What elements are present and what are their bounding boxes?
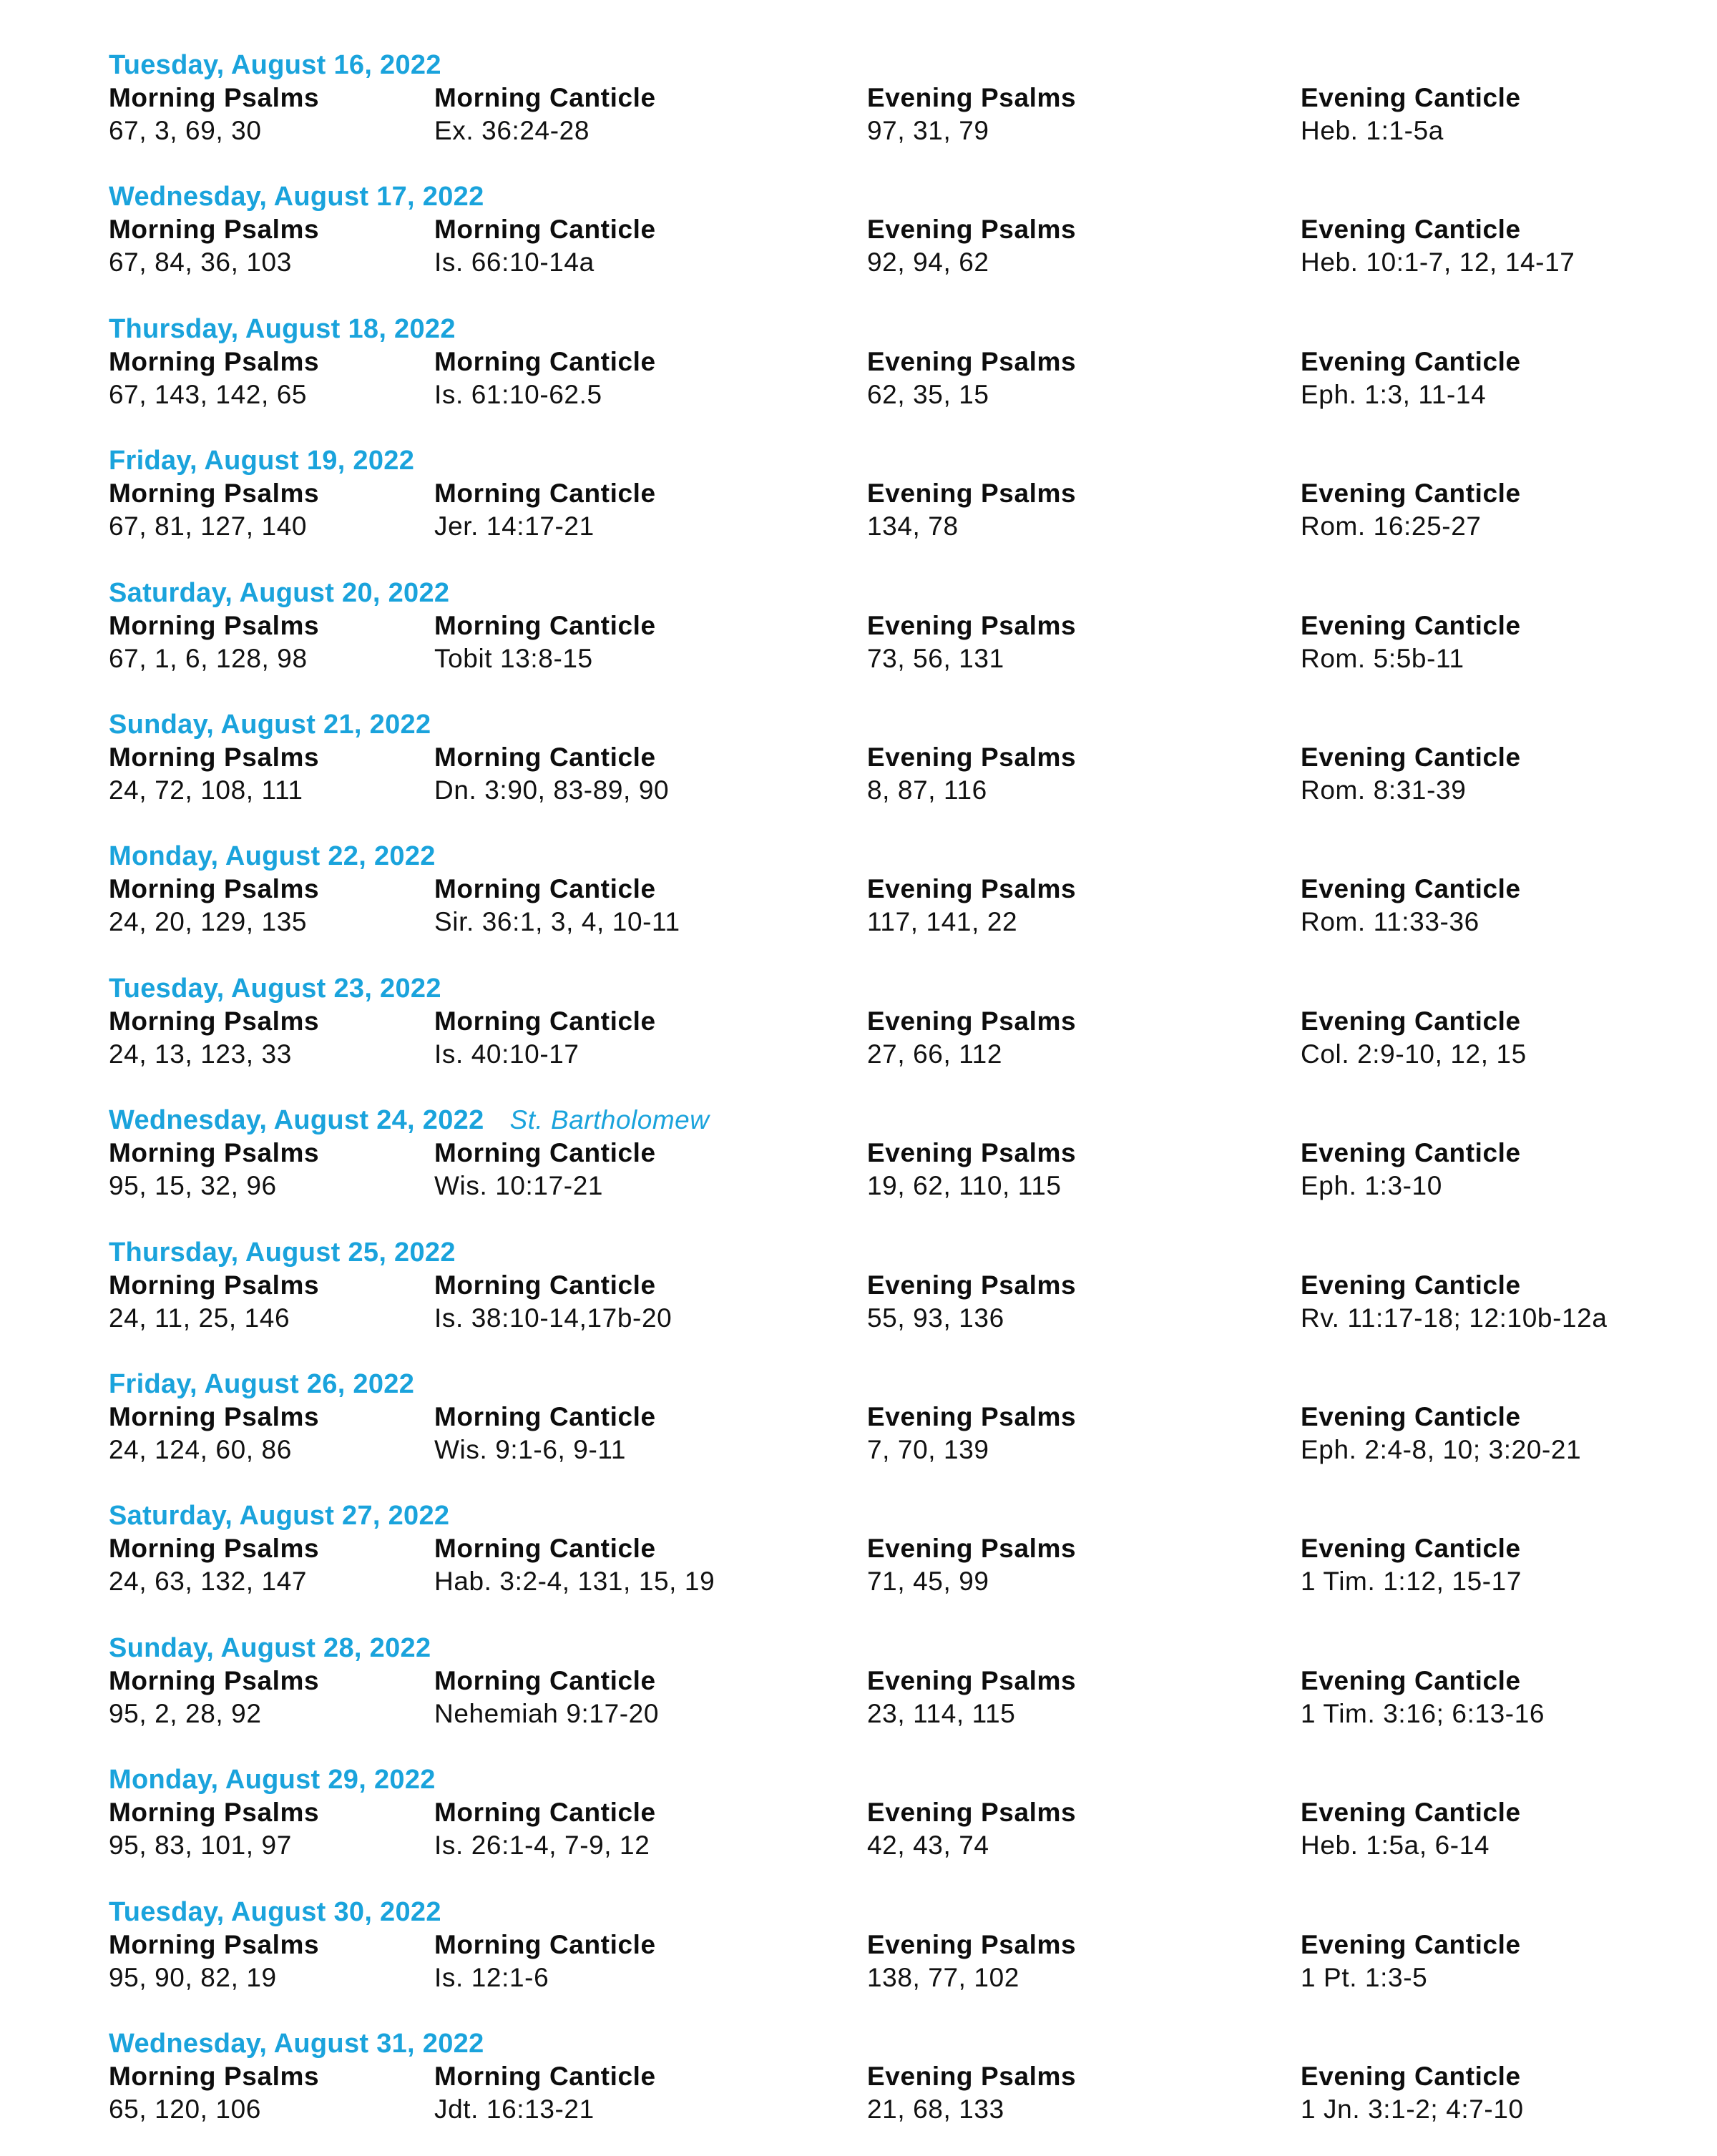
evening-canticle-value: Eph. 1:3-10 [1301,1171,1442,1200]
evening-canticle-value: Rom. 16:25-27 [1301,511,1482,541]
evening-canticle-value: 1 Pt. 1:3-5 [1301,1963,1428,1992]
evening-psalms-label: Evening Psalms [867,1270,1077,1300]
evening-psalms-label: Evening Psalms [867,215,1077,244]
day-entry [0,444,1717,573]
morning-canticle-label: Morning Canticle [434,215,656,244]
evening-canticle-cell [1301,477,1701,546]
evening-canticle-label: Evening Canticle [1301,83,1521,112]
day-date: Sunday, August 21, 2022 [109,710,431,740]
morning-psalms-cell [109,213,424,282]
day-date-heading [109,1632,431,1665]
evening-psalms-value: 8, 87, 116 [867,775,987,805]
morning-psalms-value: 24, 63, 132, 147 [109,1567,308,1596]
evening-psalms-value: 42, 43, 74 [867,1831,989,1860]
evening-canticle-value: Col. 2:9-10, 12, 15 [1301,1039,1527,1069]
morning-canticle-value: Is. 26:1-4, 7-9, 12 [434,1831,650,1860]
evening-psalms-label: Evening Psalms [867,1006,1077,1036]
evening-canticle-label: Evening Canticle [1301,1534,1521,1563]
evening-psalms-cell [867,1005,1296,1074]
evening-psalms-value: 62, 35, 15 [867,380,989,409]
morning-canticle-value: Is. 38:10-14,17b-20 [434,1303,672,1333]
evening-canticle-cell [1301,1665,1701,1733]
day-entry [0,1763,1717,1892]
morning-psalms-cell [109,1929,424,1997]
evening-canticle-value: Rom. 5:5b-11 [1301,644,1464,673]
evening-canticle-label: Evening Canticle [1301,215,1521,244]
evening-psalms-cell [867,1665,1296,1733]
morning-psalms-value: 95, 2, 28, 92 [109,1699,262,1728]
morning-psalms-label: Morning Psalms [109,874,320,903]
evening-psalms-cell [867,1401,1296,1469]
evening-canticle-value: Rv. 11:17-18; 12:10b-12a [1301,1303,1608,1333]
evening-canticle-value: Rom. 11:33-36 [1301,907,1479,936]
evening-psalms-label: Evening Psalms [867,2062,1077,2091]
evening-canticle-value: 1 Tim. 3:16; 6:13-16 [1301,1699,1545,1728]
morning-canticle-label: Morning Canticle [434,1006,656,1036]
morning-canticle-cell [434,873,864,941]
evening-psalms-label: Evening Psalms [867,347,1077,376]
evening-canticle-label: Evening Canticle [1301,874,1521,903]
morning-canticle-cell [434,1401,864,1469]
day-date-heading [109,1236,456,1269]
evening-psalms-cell [867,1796,1296,1865]
evening-canticle-value: 1 Tim. 1:12, 15-17 [1301,1567,1522,1596]
evening-psalms-label: Evening Psalms [867,1402,1077,1431]
morning-canticle-value: Dn. 3:90, 83-89, 90 [434,775,670,805]
evening-canticle-label: Evening Canticle [1301,1138,1521,1167]
morning-canticle-label: Morning Canticle [434,611,656,640]
day-date-heading [109,2027,484,2060]
evening-psalms-value: 117, 141, 22 [867,907,1018,936]
evening-canticle-label: Evening Canticle [1301,1930,1521,1959]
morning-psalms-label: Morning Psalms [109,1006,320,1036]
morning-psalms-label: Morning Psalms [109,347,320,376]
morning-canticle-value: Wis. 9:1-6, 9-11 [434,1435,627,1464]
morning-canticle-label: Morning Canticle [434,1798,656,1827]
evening-canticle-label: Evening Canticle [1301,2062,1521,2091]
morning-psalms-cell [109,1269,424,1338]
day-date-heading [109,577,449,609]
evening-psalms-label: Evening Psalms [867,479,1077,508]
morning-canticle-label: Morning Canticle [434,1138,656,1167]
day-date: Thursday, August 18, 2022 [109,314,456,344]
day-entry [0,180,1717,309]
morning-canticle-label: Morning Canticle [434,1534,656,1563]
morning-canticle-cell [434,1796,864,1865]
evening-canticle-cell [1301,1269,1701,1338]
morning-psalms-label: Morning Psalms [109,2062,320,2091]
evening-canticle-label: Evening Canticle [1301,347,1521,376]
morning-psalms-cell [109,82,424,150]
morning-canticle-value: Is. 66:10-14a [434,248,595,277]
morning-psalms-label: Morning Psalms [109,1666,320,1695]
evening-psalms-value: 23, 114, 115 [867,1699,1016,1728]
evening-psalms-label: Evening Psalms [867,743,1077,772]
morning-canticle-cell [434,1005,864,1074]
day-date: Tuesday, August 23, 2022 [109,974,441,1004]
evening-canticle-cell [1301,2060,1701,2129]
day-date-heading [109,1368,414,1401]
morning-psalms-label: Morning Psalms [109,611,320,640]
morning-psalms-value: 95, 83, 101, 97 [109,1831,292,1860]
morning-psalms-cell [109,2060,424,2129]
evening-canticle-value: Heb. 1:5a, 6-14 [1301,1831,1490,1860]
morning-canticle-cell [434,2060,864,2129]
morning-canticle-label: Morning Canticle [434,743,656,772]
morning-canticle-label: Morning Canticle [434,479,656,508]
day-entry [0,972,1717,1101]
evening-canticle-value: Heb. 1:1-5a [1301,116,1444,145]
evening-canticle-cell [1301,609,1701,678]
evening-psalms-value: 19, 62, 110, 115 [867,1171,1062,1200]
morning-canticle-value: Jdt. 16:13-21 [434,2094,595,2124]
evening-canticle-value: Eph. 2:4-8, 10; 3:20-21 [1301,1435,1582,1464]
morning-psalms-value: 67, 3, 69, 30 [109,116,262,145]
morning-psalms-value: 67, 81, 127, 140 [109,511,308,541]
evening-canticle-value: 1 Jn. 3:1-2; 4:7-10 [1301,2094,1524,2124]
morning-psalms-cell [109,1665,424,1733]
day-entry [0,2027,1717,2156]
evening-psalms-value: 71, 45, 99 [867,1567,989,1596]
evening-psalms-cell [867,346,1296,414]
day-date: Wednesday, August 24, 2022 [109,1105,484,1135]
morning-psalms-label: Morning Psalms [109,743,320,772]
evening-psalms-cell [867,1929,1296,1997]
evening-psalms-label: Evening Psalms [867,1138,1077,1167]
day-date-heading [109,1499,449,1532]
morning-psalms-cell [109,741,424,810]
day-date: Thursday, August 25, 2022 [109,1238,456,1268]
morning-psalms-cell [109,477,424,546]
morning-canticle-label: Morning Canticle [434,1666,656,1695]
morning-psalms-label: Morning Psalms [109,479,320,508]
evening-canticle-cell [1301,213,1701,282]
day-date-heading [109,444,414,477]
day-entry [0,1368,1717,1496]
day-date: Saturday, August 27, 2022 [109,1501,450,1531]
evening-psalms-label: Evening Psalms [867,874,1077,903]
morning-canticle-cell [434,1137,864,1205]
evening-canticle-label: Evening Canticle [1301,1006,1521,1036]
evening-psalms-value: 138, 77, 102 [867,1963,1019,1992]
morning-psalms-cell [109,609,424,678]
evening-psalms-label: Evening Psalms [867,1534,1077,1563]
evening-psalms-cell [867,1269,1296,1338]
day-date-heading [109,1104,709,1137]
day-entry [0,313,1717,441]
morning-canticle-value: Hab. 3:2-4, 131, 15, 19 [434,1567,715,1596]
morning-psalms-label: Morning Psalms [109,1138,320,1167]
day-date: Monday, August 22, 2022 [109,841,436,871]
evening-canticle-cell [1301,1137,1701,1205]
morning-canticle-value: Wis. 10:17-21 [434,1171,604,1200]
morning-canticle-value: Sir. 36:1, 3, 4, 10-11 [434,907,680,936]
morning-psalms-value: 95, 90, 82, 19 [109,1963,277,1992]
day-entry [0,1632,1717,1760]
evening-canticle-value: Heb. 10:1-7, 12, 14-17 [1301,248,1575,277]
morning-canticle-value: Jer. 14:17-21 [434,511,595,541]
morning-canticle-cell [434,741,864,810]
morning-canticle-cell [434,346,864,414]
evening-canticle-value: Eph. 1:3, 11-14 [1301,380,1487,409]
morning-canticle-value: Is. 40:10-17 [434,1039,579,1069]
day-entry [0,708,1717,837]
day-date-heading [109,180,484,213]
evening-psalms-cell [867,1532,1296,1601]
evening-canticle-value: Rom. 8:31-39 [1301,775,1467,805]
evening-psalms-label: Evening Psalms [867,1798,1077,1827]
morning-psalms-cell [109,1532,424,1601]
morning-psalms-cell [109,873,424,941]
day-date: Wednesday, August 31, 2022 [109,2029,484,2059]
evening-canticle-cell [1301,346,1701,414]
morning-psalms-label: Morning Psalms [109,1270,320,1300]
evening-psalms-cell [867,82,1296,150]
morning-canticle-cell [434,1532,864,1601]
morning-canticle-value: Nehemiah 9:17-20 [434,1699,660,1728]
day-date: Sunday, August 28, 2022 [109,1633,431,1663]
evening-canticle-label: Evening Canticle [1301,1798,1521,1827]
evening-canticle-cell [1301,1005,1701,1074]
morning-canticle-label: Morning Canticle [434,1930,656,1959]
day-date: Tuesday, August 16, 2022 [109,50,441,80]
evening-psalms-value: 27, 66, 112 [867,1039,1003,1069]
day-entry [0,1104,1717,1233]
morning-canticle-value: Is. 12:1-6 [434,1963,549,1992]
evening-canticle-label: Evening Canticle [1301,743,1521,772]
evening-psalms-value: 97, 31, 79 [867,116,989,145]
evening-psalms-cell [867,609,1296,678]
morning-psalms-label: Morning Psalms [109,1402,320,1431]
morning-psalms-label: Morning Psalms [109,1534,320,1563]
day-entry [0,840,1717,969]
day-entry [0,1499,1717,1628]
morning-canticle-cell [434,213,864,282]
feast-name: St. Bartholomew [509,1105,710,1135]
day-date-heading [109,1896,441,1929]
morning-canticle-value: Ex. 36:24-28 [434,116,590,145]
evening-canticle-label: Evening Canticle [1301,479,1521,508]
morning-canticle-label: Morning Canticle [434,1270,656,1300]
evening-psalms-value: 73, 56, 131 [867,644,1004,673]
morning-canticle-cell [434,82,864,150]
morning-psalms-value: 24, 72, 108, 111 [109,775,303,805]
evening-canticle-cell [1301,1796,1701,1865]
day-date: Friday, August 19, 2022 [109,446,415,476]
morning-canticle-label: Morning Canticle [434,347,656,376]
day-date: Friday, August 26, 2022 [109,1369,415,1399]
evening-canticle-label: Evening Canticle [1301,611,1521,640]
morning-psalms-cell [109,346,424,414]
evening-psalms-value: 21, 68, 133 [867,2094,1004,2124]
day-date-heading [109,1763,436,1796]
evening-canticle-cell [1301,873,1701,941]
evening-psalms-value: 92, 94, 62 [867,248,989,277]
morning-canticle-value: Is. 61:10-62.5 [434,380,602,409]
morning-canticle-cell [434,1929,864,1997]
morning-psalms-value: 67, 84, 36, 103 [109,248,292,277]
evening-canticle-cell [1301,82,1701,150]
evening-canticle-cell [1301,741,1701,810]
day-date: Wednesday, August 17, 2022 [109,182,484,212]
evening-psalms-cell [867,873,1296,941]
evening-psalms-label: Evening Psalms [867,83,1077,112]
morning-canticle-label: Morning Canticle [434,2062,656,2091]
morning-psalms-cell [109,1796,424,1865]
morning-psalms-value: 24, 20, 129, 135 [109,907,308,936]
evening-canticle-label: Evening Canticle [1301,1270,1521,1300]
day-date: Saturday, August 20, 2022 [109,578,450,608]
morning-canticle-label: Morning Canticle [434,1402,656,1431]
evening-psalms-cell [867,741,1296,810]
morning-psalms-label: Morning Psalms [109,83,320,112]
morning-psalms-label: Morning Psalms [109,1930,320,1959]
morning-canticle-cell [434,477,864,546]
evening-canticle-label: Evening Canticle [1301,1666,1521,1695]
day-entry [0,1896,1717,2024]
morning-psalms-value: 24, 13, 123, 33 [109,1039,292,1069]
morning-psalms-cell [109,1401,424,1469]
morning-psalms-value: 24, 124, 60, 86 [109,1435,292,1464]
day-date-heading [109,972,441,1005]
morning-psalms-label: Morning Psalms [109,215,320,244]
evening-psalms-label: Evening Psalms [867,1666,1077,1695]
evening-psalms-value: 7, 70, 139 [867,1435,989,1464]
morning-psalms-value: 67, 1, 6, 128, 98 [109,644,308,673]
morning-psalms-label: Morning Psalms [109,1798,320,1827]
morning-psalms-cell [109,1005,424,1074]
day-date-heading [109,49,441,82]
day-date: Tuesday, August 30, 2022 [109,1897,441,1927]
morning-canticle-cell [434,609,864,678]
evening-canticle-cell [1301,1401,1701,1469]
evening-canticle-cell [1301,1532,1701,1601]
evening-psalms-value: 55, 93, 136 [867,1303,1004,1333]
morning-psalms-value: 67, 143, 142, 65 [109,380,308,409]
day-entry [0,577,1717,705]
day-date-heading [109,840,436,873]
evening-psalms-cell [867,1137,1296,1205]
morning-psalms-value: 24, 11, 25, 146 [109,1303,290,1333]
morning-psalms-value: 65, 120, 106 [109,2094,261,2124]
evening-psalms-value: 134, 78 [867,511,959,541]
day-date-heading [109,708,431,741]
evening-psalms-cell [867,213,1296,282]
morning-canticle-label: Morning Canticle [434,874,656,903]
day-entry [0,49,1717,177]
evening-canticle-label: Evening Canticle [1301,1402,1521,1431]
day-entry [0,1236,1717,1365]
morning-canticle-cell [434,1269,864,1338]
evening-psalms-label: Evening Psalms [867,1930,1077,1959]
evening-canticle-cell [1301,1929,1701,1997]
evening-psalms-label: Evening Psalms [867,611,1077,640]
evening-psalms-cell [867,2060,1296,2129]
morning-canticle-label: Morning Canticle [434,83,656,112]
morning-psalms-value: 95, 15, 32, 96 [109,1171,277,1200]
morning-canticle-cell [434,1665,864,1733]
day-date-heading [109,313,456,346]
evening-psalms-cell [867,477,1296,546]
morning-psalms-cell [109,1137,424,1205]
day-date: Monday, August 29, 2022 [109,1765,436,1795]
morning-canticle-value: Tobit 13:8-15 [434,644,593,673]
